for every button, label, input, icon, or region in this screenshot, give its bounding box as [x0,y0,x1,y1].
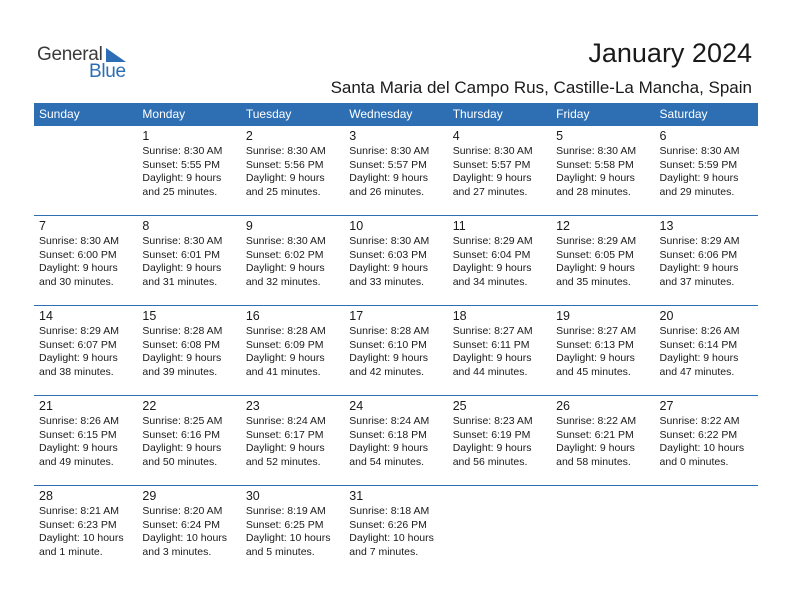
week-row [34,126,758,216]
daylight-text: Daylight: 9 hours [659,352,739,364]
sunrise-text: Sunrise: 8:29 AM [39,325,119,337]
sunset-text: Sunset: 6:21 PM [556,428,634,441]
daylight-minutes-text: and 38 minutes. [39,365,114,378]
sunset-text: Sunset: 6:00 PM [39,248,117,261]
day-cell [137,126,240,215]
day-number: 1 [142,129,150,143]
sunrise-text: Sunrise: 8:30 AM [245,235,326,247]
day-cell [34,396,137,485]
sunrise-text: Sunrise: 8:28 AM [349,325,430,337]
day-cell [241,126,344,215]
sunrise-text: Sunrise: 8:29 AM [659,235,740,247]
day-number: 30 [245,489,260,503]
daylight-minutes-text: and 47 minutes. [659,365,735,378]
day-cell [655,216,758,305]
sunset-text: Sunset: 6:25 PM [245,518,324,531]
location-subtitle: Santa Maria del Campo Rus, Castille-La Mancha, Spain [330,78,752,97]
daylight-minutes-text: and 35 minutes. [556,275,631,288]
sunrise-text: Sunrise: 8:29 AM [452,235,533,247]
day-number: 3 [349,129,357,143]
calendar-body [34,126,758,576]
week-row [34,306,758,396]
day-cell [344,306,447,395]
sunset-text: Sunset: 6:08 PM [142,338,221,351]
weekday-label: Sunday [39,107,80,121]
day-cell [551,126,654,215]
daylight-text: Daylight: 9 hours [39,352,118,364]
week-row [34,216,758,306]
sunrise-text: Sunrise: 8:30 AM [659,145,740,157]
day-cell [137,306,240,395]
sunrise-text: Sunrise: 8:25 AM [142,415,223,427]
sunrise-text: Sunrise: 8:23 AM [452,415,533,427]
sunset-text: Sunset: 5:57 PM [452,158,531,171]
weekday-header [34,103,758,126]
day-cell [137,396,240,485]
daylight-minutes-text: and 49 minutes. [39,455,114,468]
daylight-text: Daylight: 9 hours [452,262,532,274]
day-number: 29 [142,489,157,503]
daylight-minutes-text: and 54 minutes. [349,455,424,468]
sunset-text: Sunset: 6:23 PM [39,518,117,531]
day-cell [344,486,447,576]
day-cell [137,486,240,576]
sunset-text: Sunset: 6:16 PM [142,428,221,441]
day-cell [241,486,344,576]
day-number: 17 [349,309,364,323]
day-number: 24 [349,399,364,413]
day-cell [551,396,654,485]
daylight-text: Daylight: 9 hours [142,172,222,184]
daylight-minutes-text: and 50 minutes. [142,455,218,468]
sunset-text: Sunset: 5:55 PM [142,158,221,171]
day-cell [137,216,240,305]
day-number: 23 [245,399,260,413]
daylight-minutes-text: and 32 minutes. [245,275,321,288]
day-number: 6 [659,129,667,143]
logo [37,44,137,80]
day-cell [241,216,344,305]
day-number: 14 [39,309,53,323]
daylight-text: Daylight: 9 hours [349,172,429,184]
daylight-minutes-text: and 29 minutes. [659,185,735,198]
sunrise-text: Sunrise: 8:30 AM [39,235,119,247]
sunrise-text: Sunrise: 8:26 AM [659,325,740,337]
sunrise-text: Sunrise: 8:30 AM [349,235,430,247]
empty-day-cell [655,486,758,576]
calendar [34,103,758,576]
sunset-text: Sunset: 5:57 PM [349,158,427,171]
day-cell [34,216,137,305]
sunset-text: Sunset: 6:04 PM [452,248,531,261]
sunset-text: Sunset: 6:11 PM [452,338,530,351]
sunrise-text: Sunrise: 8:21 AM [39,505,119,517]
day-cell [655,306,758,395]
week-row [34,396,758,486]
day-cell [448,216,551,305]
day-number: 22 [142,399,157,413]
sunrise-text: Sunrise: 8:29 AM [556,235,637,247]
daylight-text: Daylight: 9 hours [556,172,635,184]
logo-general-text: General [37,44,103,65]
daylight-minutes-text: and 7 minutes. [349,545,419,558]
day-number: 9 [245,219,253,233]
sunset-text: Sunset: 6:03 PM [349,248,427,261]
daylight-minutes-text: and 42 minutes. [349,365,424,378]
day-cell [551,306,654,395]
sunrise-text: Sunrise: 8:24 AM [245,415,326,427]
sunset-text: Sunset: 6:22 PM [659,428,738,441]
daylight-text: Daylight: 9 hours [556,262,635,274]
day-number: 16 [245,309,260,323]
sunrise-text: Sunrise: 8:30 AM [245,145,326,157]
day-cell [344,216,447,305]
sunrise-text: Sunrise: 8:28 AM [142,325,223,337]
day-cell [448,306,551,395]
daylight-minutes-text: and 26 minutes. [349,185,424,198]
sunset-text: Sunset: 6:13 PM [556,338,634,351]
day-number: 19 [556,309,571,323]
day-number: 11 [452,219,466,233]
daylight-minutes-text: and 5 minutes. [245,545,315,558]
daylight-text: Daylight: 9 hours [659,172,739,184]
day-number: 2 [245,129,253,143]
daylight-minutes-text: and 34 minutes. [452,275,528,288]
sunset-text: Sunset: 6:19 PM [452,428,531,441]
daylight-text: Daylight: 9 hours [452,442,532,454]
daylight-minutes-text: and 33 minutes. [349,275,424,288]
day-number: 5 [556,129,564,143]
daylight-minutes-text: and 3 minutes. [142,545,212,558]
sunrise-text: Sunrise: 8:27 AM [556,325,637,337]
sunrise-text: Sunrise: 8:30 AM [142,145,223,157]
day-cell [34,486,137,576]
weekday-label: Tuesday [245,107,292,121]
day-number: 18 [452,309,467,323]
daylight-text: Daylight: 10 hours [142,532,228,544]
sunset-text: Sunset: 6:07 PM [39,338,117,351]
sunrise-text: Sunrise: 8:28 AM [245,325,326,337]
weekday-label: Friday [556,107,590,121]
daylight-minutes-text: and 25 minutes. [142,185,218,198]
weekday-label: Wednesday [349,107,413,121]
daylight-minutes-text: and 28 minutes. [556,185,631,198]
sunset-text: Sunset: 6:26 PM [349,518,427,531]
day-cell [34,306,137,395]
sunrise-text: Sunrise: 8:26 AM [39,415,119,427]
daylight-minutes-text: and 37 minutes. [659,275,735,288]
daylight-minutes-text: and 25 minutes. [245,185,321,198]
daylight-text: Daylight: 9 hours [349,262,429,274]
daylight-text: Daylight: 9 hours [142,262,222,274]
sunrise-text: Sunrise: 8:24 AM [349,415,430,427]
sunset-text: Sunset: 6:24 PM [142,518,221,531]
day-number: 31 [349,489,364,503]
day-number: 8 [142,219,150,233]
daylight-text: Daylight: 9 hours [556,442,635,454]
day-cell [655,126,758,215]
daylight-text: Daylight: 10 hours [245,532,331,544]
day-cell [655,396,758,485]
day-number: 7 [39,219,46,233]
daylight-text: Daylight: 9 hours [349,442,429,454]
day-cell [241,306,344,395]
sunset-text: Sunset: 6:05 PM [556,248,634,261]
weekday-label: Thursday [452,107,503,121]
daylight-text: Daylight: 9 hours [245,172,325,184]
day-cell [448,396,551,485]
day-number: 27 [659,399,674,413]
daylight-text: Daylight: 9 hours [39,262,118,274]
daylight-text: Daylight: 9 hours [245,442,325,454]
day-number: 25 [452,399,467,413]
empty-day-cell [448,486,551,576]
weekday-label: Saturday [659,107,708,121]
sunrise-text: Sunrise: 8:30 AM [556,145,637,157]
daylight-text: Daylight: 9 hours [245,352,325,364]
daylight-text: Daylight: 9 hours [659,262,739,274]
sunset-text: Sunset: 5:58 PM [556,158,634,171]
sunset-text: Sunset: 6:01 PM [142,248,221,261]
logo-triangle-icon [106,48,126,62]
daylight-minutes-text: and 44 minutes. [452,365,528,378]
sunrise-text: Sunrise: 8:20 AM [142,505,223,517]
day-cell [241,396,344,485]
day-number: 21 [39,399,53,413]
daylight-text: Daylight: 9 hours [349,352,429,364]
daylight-minutes-text: and 58 minutes. [556,455,631,468]
day-cell [551,216,654,305]
sunset-text: Sunset: 5:56 PM [245,158,324,171]
day-number: 28 [39,489,53,503]
daylight-minutes-text: and 1 minute. [39,545,103,558]
daylight-text: Daylight: 9 hours [142,352,222,364]
daylight-text: Daylight: 9 hours [452,352,532,364]
sunset-text: Sunset: 6:15 PM [39,428,117,441]
logo-blue-text: Blue [89,61,126,82]
page-title: January 2024 [588,38,752,68]
daylight-minutes-text: and 39 minutes. [142,365,218,378]
daylight-text: Daylight: 9 hours [452,172,532,184]
sunset-text: Sunset: 6:06 PM [659,248,738,261]
day-number: 26 [556,399,571,413]
daylight-minutes-text: and 0 minutes. [659,455,729,468]
sunrise-text: Sunrise: 8:22 AM [556,415,637,427]
daylight-text: Daylight: 10 hours [349,532,434,544]
sunrise-text: Sunrise: 8:18 AM [349,505,430,517]
daylight-text: Daylight: 9 hours [142,442,222,454]
daylight-minutes-text: and 52 minutes. [245,455,321,468]
day-number: 4 [452,129,460,143]
sunrise-text: Sunrise: 8:27 AM [452,325,533,337]
sunset-text: Sunset: 6:14 PM [659,338,738,351]
daylight-minutes-text: and 30 minutes. [39,275,114,288]
empty-day-cell [551,486,654,576]
daylight-minutes-text: and 31 minutes. [142,275,218,288]
daylight-minutes-text: and 27 minutes. [452,185,528,198]
sunrise-text: Sunrise: 8:30 AM [142,235,223,247]
daylight-text: Daylight: 9 hours [39,442,118,454]
empty-day-cell [34,126,137,215]
week-row [34,486,758,576]
day-cell [344,126,447,215]
sunset-text: Sunset: 6:02 PM [245,248,324,261]
sunset-text: Sunset: 6:17 PM [245,428,324,441]
day-number: 10 [349,219,364,233]
day-cell [344,396,447,485]
day-number: 13 [659,219,674,233]
daylight-minutes-text: and 45 minutes. [556,365,631,378]
weekday-label: Monday [142,107,186,121]
daylight-text: Daylight: 9 hours [245,262,325,274]
sunrise-text: Sunrise: 8:30 AM [452,145,533,157]
day-number: 20 [659,309,674,323]
daylight-text: Daylight: 10 hours [39,532,124,544]
sunrise-text: Sunrise: 8:22 AM [659,415,740,427]
sunset-text: Sunset: 5:59 PM [659,158,738,171]
sunrise-text: Sunrise: 8:30 AM [349,145,430,157]
daylight-minutes-text: and 56 minutes. [452,455,528,468]
sunset-text: Sunset: 6:09 PM [245,338,324,351]
daylight-text: Daylight: 9 hours [556,352,635,364]
sunset-text: Sunset: 6:18 PM [349,428,427,441]
day-cell [448,126,551,215]
day-number: 15 [142,309,157,323]
day-number: 12 [556,219,571,233]
sunrise-text: Sunrise: 8:19 AM [245,505,326,517]
daylight-text: Daylight: 10 hours [659,442,745,454]
sunset-text: Sunset: 6:10 PM [349,338,427,351]
daylight-minutes-text: and 41 minutes. [245,365,321,378]
